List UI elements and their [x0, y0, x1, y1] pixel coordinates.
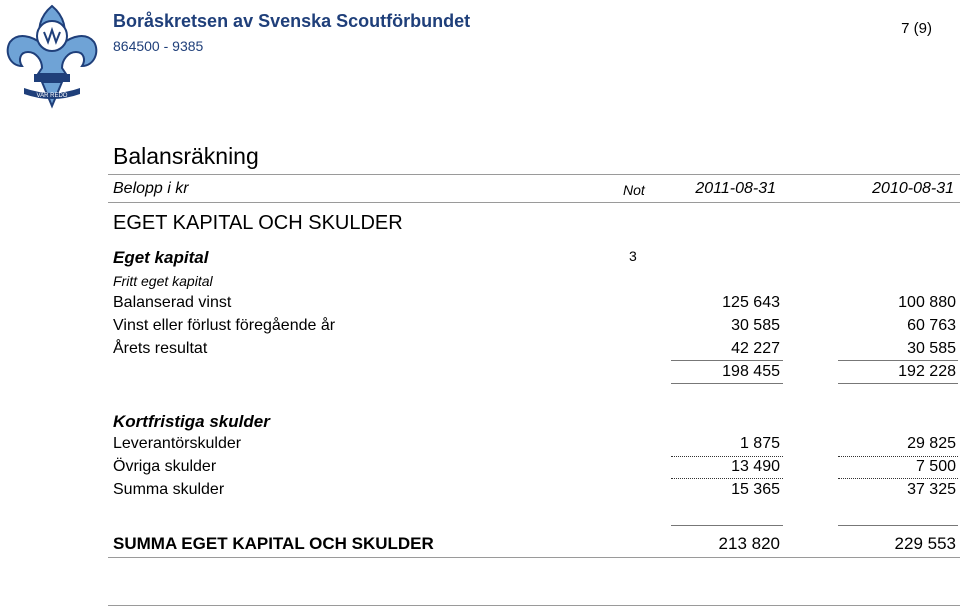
header-top-rule [108, 174, 960, 175]
grand-total-bottom-rule [108, 557, 960, 558]
row-label: Leverantörskulder [113, 435, 242, 452]
row-label: Vinst eller förlust föregående år [113, 317, 336, 334]
scout-logo [2, 2, 102, 112]
grand-total-2011: 213 820 [718, 534, 780, 553]
equity-subtotal-rule [671, 360, 783, 361]
row-value-2010: 7 500 [915, 458, 956, 475]
dotted-rule [671, 456, 783, 457]
row-value-2011: 30 585 [731, 317, 780, 334]
dotted-rule [838, 456, 958, 457]
section-title: EGET KAPITAL OCH SKULDER [113, 212, 403, 234]
equity-total-rule [671, 383, 783, 384]
org-number: 864500 - 9385 [113, 38, 204, 54]
row-value-2011: 42 227 [731, 340, 780, 357]
row-value-2010: 29 825 [907, 435, 956, 452]
row-label: Årets resultat [113, 340, 208, 357]
row-value-2011: 1 875 [739, 435, 780, 452]
row-value-2011: 13 490 [731, 458, 780, 475]
liabilities-total-2010: 37 325 [907, 481, 956, 498]
equity-subtotal-rule [838, 360, 958, 361]
currency-label: Belopp i kr [113, 180, 189, 197]
logo-text: VAR REDO [36, 93, 68, 99]
column-header-2010: 2010-08-31 [872, 180, 954, 197]
header-bottom-rule [108, 202, 960, 203]
org-name: Boråskretsen av Svenska Scoutförbundet [113, 11, 471, 31]
grand-total-top-rule [838, 525, 958, 526]
report-title: Balansräkning [113, 143, 259, 169]
dotted-rule [671, 478, 783, 479]
row-label: Övriga skulder [113, 458, 217, 475]
row-value-2011: 125 643 [722, 294, 780, 311]
note-column-header: Not [623, 182, 645, 198]
grand-total-top-rule [671, 525, 783, 526]
dotted-rule [838, 478, 958, 479]
row-value-2010: 100 880 [898, 294, 956, 311]
row-value-2010: 60 763 [907, 317, 956, 334]
equity-note: 3 [629, 248, 637, 264]
grand-total-2010: 229 553 [894, 534, 956, 553]
equity-total-rule [838, 383, 958, 384]
liabilities-heading: Kortfristiga skulder [113, 412, 270, 431]
equity-heading: Eget kapital [113, 248, 209, 267]
liabilities-total-label: Summa skulder [113, 481, 225, 498]
equity-total-2010: 192 228 [898, 363, 956, 380]
liabilities-total-2011: 15 365 [731, 481, 780, 498]
column-header-2011: 2011-08-31 [695, 180, 776, 197]
free-equity-subheading: Fritt eget kapital [113, 273, 213, 289]
row-label: Balanserad vinst [113, 294, 232, 311]
footer-rule [108, 605, 960, 606]
row-value-2010: 30 585 [907, 340, 956, 357]
page-indicator: 7 (9) [901, 20, 932, 37]
grand-total-label: SUMMA EGET KAPITAL OCH SKULDER [113, 534, 434, 553]
equity-total-2011: 198 455 [722, 363, 780, 380]
